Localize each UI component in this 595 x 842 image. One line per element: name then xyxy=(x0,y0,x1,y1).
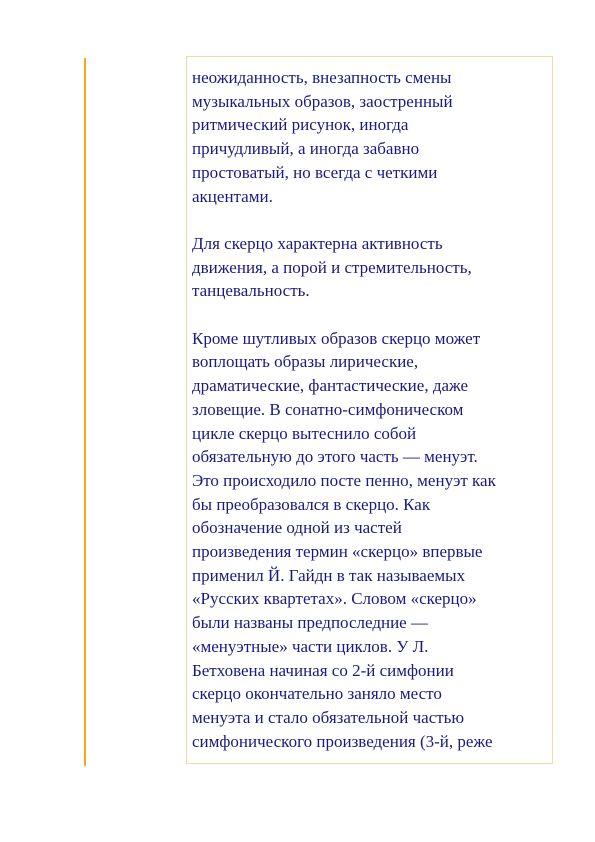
text-line: обязательную до этого часть — менуэт. xyxy=(192,447,478,467)
text-line: были названы предпоследние — xyxy=(192,613,428,633)
text-line: зловещие. В сонатно-симфоническом xyxy=(192,399,464,419)
text-line: Кроме шутливых образов скерцо может xyxy=(192,328,481,348)
text-frame xyxy=(186,56,553,764)
text-line: применил Й. Гайдн в так называемых xyxy=(192,565,466,585)
text-line: симфонического произведения (3-й, реже xyxy=(192,731,493,751)
text-line: цикле скерцо вытеснило собой xyxy=(192,423,417,443)
paragraph-gap xyxy=(192,303,552,327)
text-line: скерцо окончательно заняло место xyxy=(192,684,442,704)
margin-rule xyxy=(84,58,86,766)
text-line: движения, а порой и стремительность, xyxy=(192,257,472,277)
text-line: танцевальность. xyxy=(192,281,310,301)
text-line: «менуэтные» части циклов. У Л. xyxy=(192,636,429,656)
text-line: ритмический рисунок, иногда xyxy=(192,115,409,135)
text-line: менуэта и стало обязательной частью xyxy=(192,707,465,727)
paragraph-2 xyxy=(192,232,552,303)
text-line: бы преобразовался в скерцо. Как xyxy=(192,494,431,514)
text-line: акцентами. xyxy=(192,186,273,206)
text-line: Для скерцо характерна активность xyxy=(192,233,443,253)
text-line: «Русских квартетах». Словом «скерцо» xyxy=(192,589,477,609)
text-line: драматические, фантастические, даже xyxy=(192,376,469,396)
text-line: Это происходило посте пенно, менуэт как xyxy=(192,470,496,490)
text-line: Бетховена начиная со 2-й симфонии xyxy=(192,660,454,680)
text-line: воплощать образы лирические, xyxy=(192,352,419,372)
text-line: музыкальных образов, заостренный xyxy=(192,91,453,111)
text-line: причудливый, а иногда забавно xyxy=(192,139,420,159)
text-line: простоватый, но всегда с четкими xyxy=(192,162,438,182)
paragraph-3 xyxy=(192,327,552,754)
paragraph-1 xyxy=(192,66,552,208)
paragraph-gap xyxy=(192,208,552,232)
text-line: произведения термин «скерцо» впервые xyxy=(192,542,483,562)
text-line: неожиданность, внезапность смены xyxy=(192,68,452,87)
text-line: обозначение одной из частей xyxy=(192,518,402,538)
